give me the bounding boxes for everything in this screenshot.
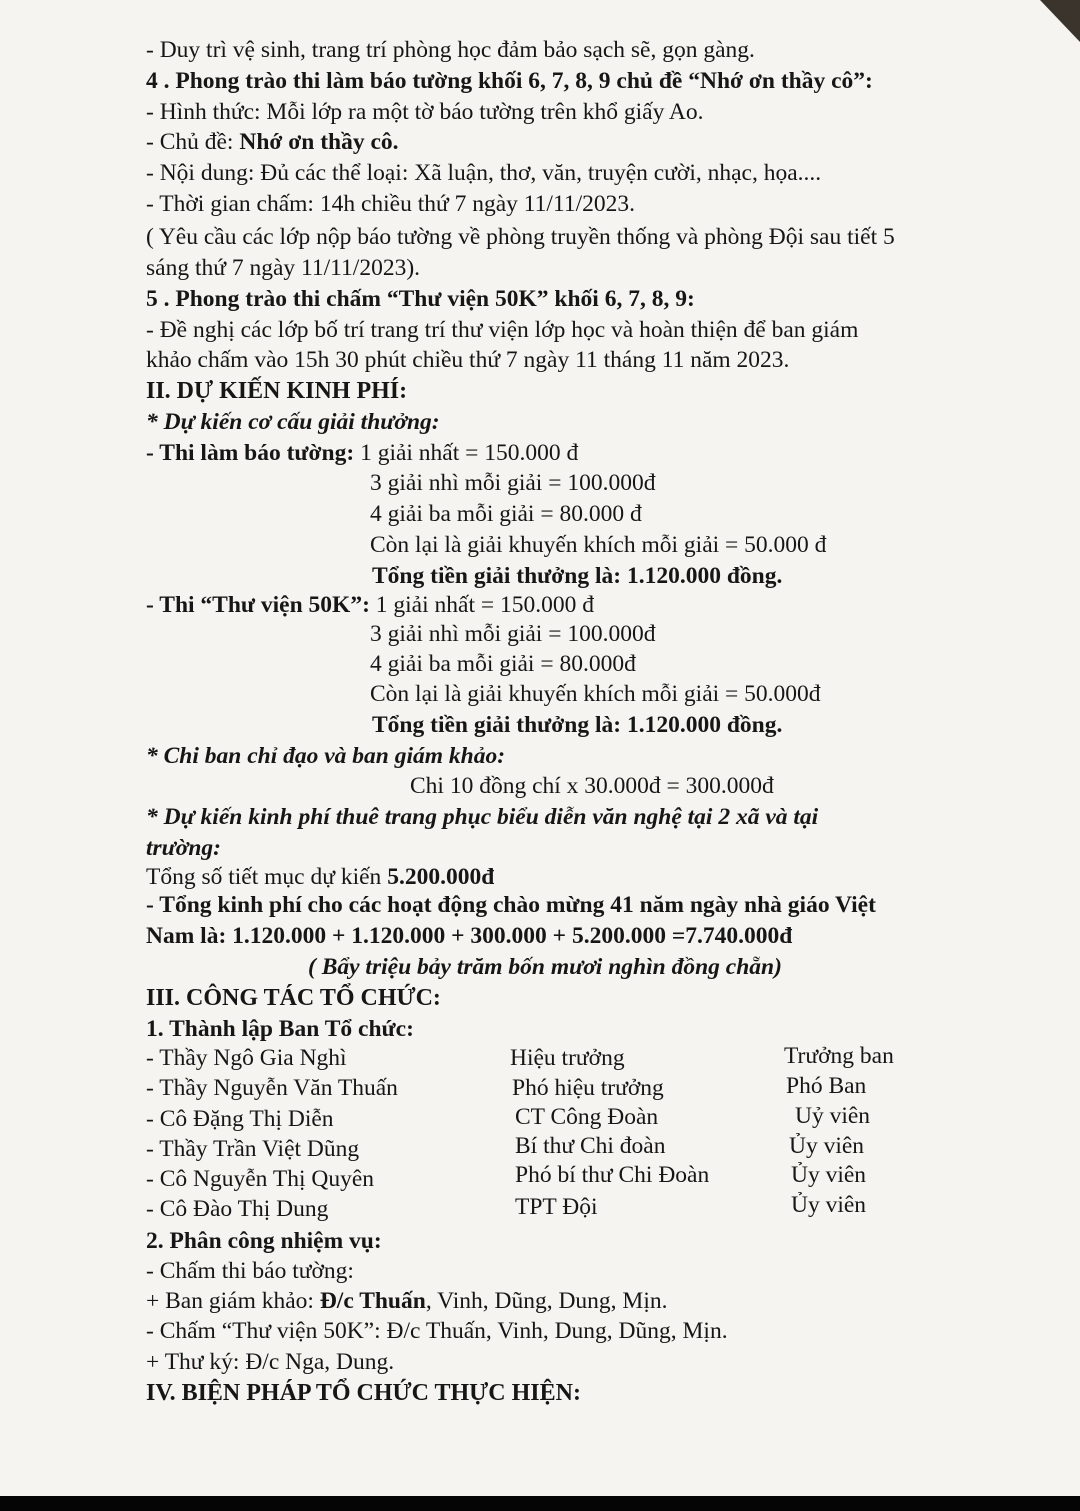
- member-position: Phó bí thư Chi Đoàn: [515, 1162, 710, 1188]
- text-line: - Thời gian chấm: 14h chiều thứ 7 ngày 11/11/2023.: [146, 191, 635, 217]
- member-role: Ủy viên: [791, 1162, 867, 1188]
- subheading: 1. Thành lập Ban Tổ chức:: [146, 1016, 414, 1042]
- label: - Thi “Thư viện 50K”:: [146, 592, 376, 618]
- text-line: - Duy trì vệ sinh, trang trí phòng học đảm bảo sạch sẽ, gọn gàng.: [146, 37, 755, 63]
- prize-line: [146, 590, 594, 620]
- text-line: Chi 10 đồng chí x 30.000đ = 300.000đ: [410, 773, 774, 799]
- label: Tổng số tiết mục dự kiến: [146, 864, 388, 890]
- member-role: Uỷ viên: [795, 1103, 871, 1129]
- text-line: - Hình thức: Mỗi lớp ra một tờ báo tường trên khổ giấy Ao.: [146, 99, 704, 125]
- total-line: - Tổng kinh phí cho các hoạt động chào mừng 41 năm ngày nhà giáo Việt: [146, 892, 876, 918]
- member-position: Hiệu trưởng: [510, 1045, 625, 1071]
- section-heading-II: II. DỰ KIẾN KINH PHÍ:: [146, 378, 408, 404]
- value: 5.200.000đ: [387, 864, 495, 890]
- text-line: [146, 862, 494, 892]
- subheading: 2. Phân công nhiệm vụ:: [146, 1228, 382, 1254]
- section-heading-III: III. CÔNG TÁC TỔ CHỨC:: [146, 985, 441, 1011]
- value: 1 giải nhất = 150.000 đ: [375, 592, 594, 618]
- text-line: - Chấm “Thư viện 50K”: Đ/c Thuấn, Vinh, Dung, Dũng, Mịn.: [146, 1318, 728, 1344]
- section-heading-IV: IV. BIỆN PHÁP TỔ CHỨC THỰC HIỆN:: [146, 1380, 581, 1406]
- member-name: - Thầy Ngô Gia Nghì: [146, 1045, 347, 1071]
- subheading: trường:: [146, 835, 222, 861]
- member-role: Phó Ban: [786, 1073, 867, 1099]
- page-corner-shadow: [1040, 0, 1080, 42]
- text-line: + Thư ký: Đ/c Nga, Dung.: [146, 1349, 395, 1375]
- text-line: [146, 127, 399, 157]
- member-name: - Cô Đào Thị Dung: [146, 1196, 329, 1222]
- prize-total: Tổng tiền giải thưởng là: 1.120.000 đồng.: [372, 712, 783, 738]
- label: - Chủ đề:: [146, 129, 240, 155]
- rest: , Vinh, Dũng, Dung, Mịn.: [425, 1288, 668, 1314]
- text-line: ( Yêu cầu các lớp nộp báo tường về phòng truyền thống và phòng Đội sau tiết 5: [146, 224, 895, 250]
- bottom-bar: [0, 1496, 1080, 1511]
- total-in-words: ( Bẩy triệu bảy trăm bốn mươi nghìn đồng chẵn): [308, 954, 782, 980]
- prize-line: 3 giải nhì mỗi giải = 100.000đ: [370, 621, 656, 647]
- value: 1 giải nhất = 150.000 đ: [360, 440, 579, 466]
- text-line: [146, 1286, 667, 1316]
- subheading: * Dự kiến kinh phí thuê trang phục biểu diễn văn nghệ tại 2 xã và tại: [146, 804, 819, 830]
- member-name: - Thầy Nguyễn Văn Thuấn: [146, 1075, 398, 1101]
- prize-line: 3 giải nhì mỗi giải = 100.000đ: [370, 470, 656, 496]
- subheading: * Chi ban chỉ đạo và ban giám khảo:: [146, 743, 506, 769]
- text-line: - Chấm thi báo tường:: [146, 1258, 354, 1284]
- member-name: - Cô Đặng Thị Diễn: [146, 1106, 334, 1132]
- text-line: - Đề nghị các lớp bố trí trang trí thư viện lớp học và hoàn thiện để ban giám: [146, 317, 859, 343]
- section-heading-4: 4 . Phong trào thi làm báo tường khối 6, 7, 8, 9 chủ đề “Nhớ ơn thầy cô”:: [146, 68, 873, 94]
- total-line: Nam là: 1.120.000 + 1.120.000 + 300.000 + 5.200.000 =7.740.000đ: [146, 923, 793, 949]
- subheading: * Dự kiến cơ cấu giải thưởng:: [146, 409, 440, 435]
- highlight: Đ/c Thuấn: [319, 1288, 426, 1314]
- member-name: - Cô Nguyễn Thị Quyên: [146, 1166, 375, 1192]
- section-heading-5: 5 . Phong trào thi chấm “Thư viện 50K” khối 6, 7, 8, 9:: [146, 286, 695, 312]
- prize-line: 4 giải ba mỗi giải = 80.000đ: [370, 651, 636, 677]
- label: - Thi làm báo tường:: [146, 440, 361, 466]
- member-role: Ủy viên: [791, 1192, 867, 1218]
- prize-line: 4 giải ba mỗi giải = 80.000 đ: [370, 501, 642, 527]
- member-position: Phó hiệu trưởng: [512, 1075, 664, 1101]
- text-line: sáng thứ 7 ngày 11/11/2023).: [146, 255, 421, 281]
- prize-line: Còn lại là giải khuyến khích mỗi giải = 50.000đ: [370, 681, 821, 707]
- member-position: CT Công Đoàn: [515, 1104, 659, 1130]
- member-position: TPT Đội: [515, 1194, 598, 1220]
- prize-line: Còn lại là giải khuyến khích mỗi giải = 50.000 đ: [370, 532, 827, 558]
- member-name: - Thầy Trần Việt Dũng: [146, 1136, 360, 1162]
- member-role: Trưởng ban: [784, 1043, 894, 1069]
- member-position: Bí thư Chi đoàn: [515, 1133, 666, 1159]
- prize-total: Tổng tiền giải thưởng là: 1.120.000 đồng.: [372, 563, 783, 589]
- text-line: - Nội dung: Đủ các thể loại: Xã luận, thơ, văn, truyện cười, nhạc, họa....: [146, 160, 822, 186]
- prize-line: [146, 438, 578, 468]
- text-line: khảo chấm vào 15h 30 phút chiều thứ 7 ngày 11 tháng 11 năm 2023.: [146, 347, 790, 373]
- label: + Ban giám khảo:: [146, 1288, 320, 1314]
- theme-title: Nhớ ơn thầy cô.: [239, 129, 399, 155]
- member-role: Ủy viên: [789, 1133, 865, 1159]
